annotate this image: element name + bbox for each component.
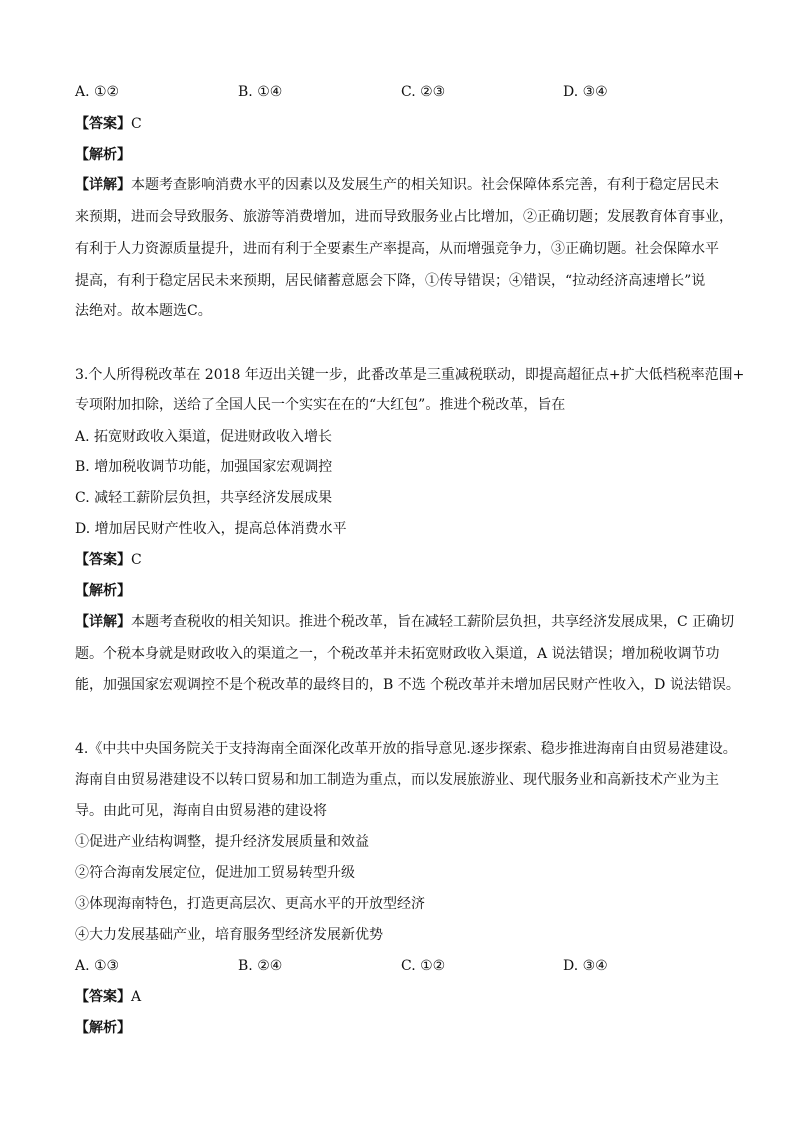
- q2-detail-line-1: [75, 176, 719, 194]
- q2-option-a: A. ①②: [75, 84, 120, 100]
- q2-option-d: D. ③④: [563, 84, 608, 100]
- q4-statement-1: ①促进产业结构调整，提升经济发展质量和效益: [75, 834, 369, 850]
- q4-statement-4: ④大力发展基础产业，培育服务型经济发展新优势: [75, 927, 383, 943]
- q2-detail-line-4: 提高，有利于稳定居民未来预期，居民储蓄意愿会下降，①传导错误；④错误，“拉动经济高速增长”说: [75, 273, 706, 289]
- q3-stem-line-2: 专项附加扣除，送给了全国人民一个实实在在的“大红包”。推进个税改革，旨在: [75, 397, 566, 413]
- q4-stem-line-2: 海南自由贸易港建设不以转口贸易和加工制造为重点，而以发展旅游业、现代服务业和高新技术产业为主: [75, 772, 719, 788]
- q2-option-c: C. ②③: [401, 84, 446, 100]
- answer-tag: 【答案】: [75, 552, 131, 568]
- answer-value: C: [131, 552, 142, 568]
- q2-option-b: B. ①④: [238, 84, 283, 100]
- q2-analysis-tag: 【解析】: [75, 147, 131, 163]
- q3-stem-line-1: 3.个人所得税改革在 2018 年迈出关键一步，此番改革是三重减税联动，即提高超征点+扩大低档税率范围+: [75, 367, 745, 383]
- q3-answer-line: [75, 551, 142, 569]
- q4-option-c: C. ①②: [401, 958, 446, 974]
- q4-stem-line-3: 导。由此可见，海南自由贸易港的建设将: [75, 803, 327, 819]
- q3-detail-line-2: 题。个税本身就是财政收入的渠道之一，个税改革并未拓宽财政收入渠道，A 说法错误；增加税收调节功: [75, 646, 720, 662]
- answer-tag: 【答案】: [75, 116, 131, 132]
- q3-choice-c: C. 减轻工薪阶层负担，共享经济发展成果: [75, 490, 333, 506]
- q3-choice-b: B. 增加税收调节功能，加强国家宏观调控: [75, 459, 333, 475]
- q3-analysis-tag: 【解析】: [75, 583, 131, 599]
- q2-detail-line-2: 来预期，进而会导致服务、旅游等消费增加，进而导致服务业占比增加，②正确切题；发展教育体育事业，: [75, 209, 733, 225]
- q4-stem-line-1: 4.《中共中央国务院关于支持海南全面深化改革开放的指导意见.逐步探索、稳步推进海南自由贸易港建设。: [75, 741, 737, 757]
- q4-option-b: B. ②④: [238, 958, 283, 974]
- q4-option-a: A. ①③: [75, 958, 120, 974]
- q4-analysis-tag: 【解析】: [75, 1020, 131, 1036]
- answer-value: C: [131, 116, 142, 132]
- q3-detail-line-3: 能，加强国家宏观调控不是个税改革的最终目的，B 不选 个税改革并未增加居民财产性收入，D 说法错误。: [75, 677, 740, 693]
- q2-detail-line-3: 有利于人力资源质量提升，进而有利于全要素生产率提高，从而增强竞争力，③正确切题。社会保障水平: [75, 241, 719, 257]
- detail-text: 本题考查税收的相关知识。推进个税改革，旨在减轻工薪阶层负担，共享经济发展成果，C 正确切: [131, 614, 735, 630]
- q4-statement-3: ③体现海南特色，打造更高层次、更高水平的开放型经济: [75, 896, 425, 912]
- answer-tag: 【答案】: [75, 989, 131, 1005]
- q4-answer-line: [75, 988, 141, 1006]
- answer-value: A: [131, 989, 142, 1005]
- q4-option-d: D. ③④: [563, 958, 608, 974]
- q3-detail-line-1: [75, 613, 734, 631]
- q3-choice-a: A. 拓宽财政收入渠道，促进财政收入增长: [75, 429, 333, 445]
- q3-choice-d: D. 增加居民财产性收入，提高总体消费水平: [75, 521, 347, 537]
- detail-tag: 【详解】: [75, 614, 131, 630]
- q2-answer-line: [75, 115, 142, 133]
- detail-tag: 【详解】: [75, 177, 131, 193]
- detail-text: 本题考查影响消费水平的因素以及发展生产的相关知识。社会保障体系完善，有利于稳定居民未: [131, 177, 719, 193]
- q4-statement-2: ②符合海南发展定位，促进加工贸易转型升级: [75, 865, 355, 881]
- q2-detail-line-5: 法绝对。故本题选C。: [75, 303, 212, 319]
